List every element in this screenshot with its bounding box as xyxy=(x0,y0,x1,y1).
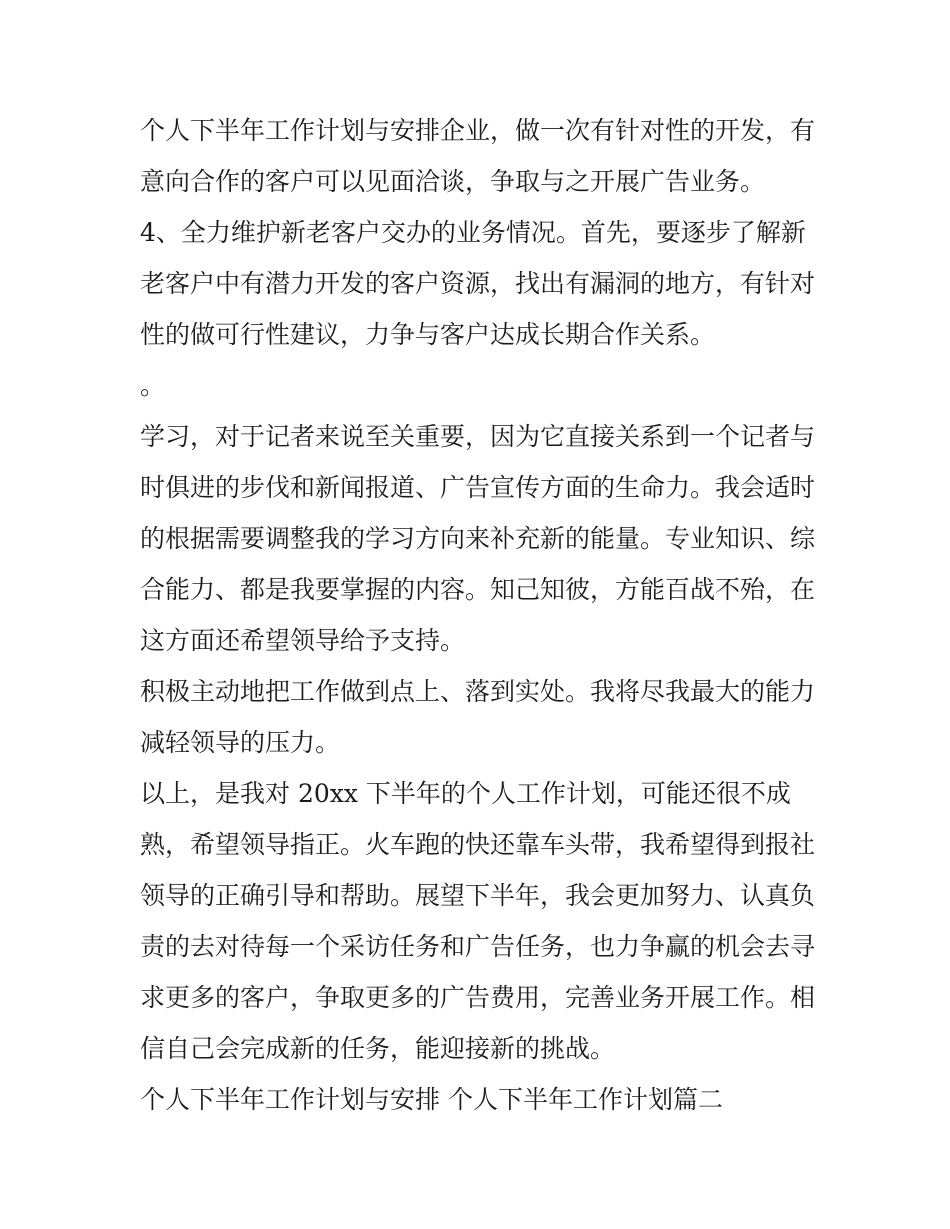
text-line: 个人下半年工作计划与安排企业，做一次有针对性的开发，有 xyxy=(140,116,815,145)
text-line: 求更多的客户，争取更多的广告费用，完善业务开展工作。相 xyxy=(140,983,815,1012)
text-line: 减轻领导的压力。 xyxy=(140,728,341,757)
text-line: 个人下半年工作计划与安排 个人下半年工作计划篇二 xyxy=(140,1085,723,1114)
text-line: 性的做可行性建议，力争与客户达成长期合作关系。 xyxy=(140,320,716,349)
text-line: 这方面还希望领导给予支持。 xyxy=(140,626,466,655)
text-line: 老客户中有潜力开发的客户资源，找出有漏洞的地方，有针对 xyxy=(140,269,815,298)
text-line: 。 xyxy=(140,371,166,400)
text-line: 以上，是我对 20xx 下半年的个人工作计划，可能还很不成 xyxy=(140,779,791,808)
text-line: 信自己会完成新的任务，能迎接新的挑战。 xyxy=(140,1034,616,1063)
document-body xyxy=(140,105,815,1125)
text-line: 时俱进的步伐和新闻报道、广告宣传方面的生命力。我会适时 xyxy=(140,473,815,502)
text-line: 学习，对于记者来说至关重要，因为它直接关系到一个记者与 xyxy=(140,422,815,451)
text-line: 合能力、都是我要掌握的内容。知己知彼，方能百战不殆，在 xyxy=(140,575,815,604)
text-line: 的根据需要调整我的学习方向来补充新的能量。专业知识、综 xyxy=(140,524,815,553)
text-line: 责的去对待每一个采访任务和广告任务，也力争赢的机会去寻 xyxy=(140,932,815,961)
text-line: 意向合作的客户可以见面洽谈，争取与之开展广告业务。 xyxy=(140,167,766,196)
text-line: 4、全力维护新老客户交办的业务情况。首先，要逐步了解新 xyxy=(140,218,806,247)
text-line: 熟，希望领导指正。火车跑的快还靠车头带，我希望得到报社 xyxy=(140,830,815,859)
text-line: 领导的正确引导和帮助。展望下半年，我会更加努力、认真负 xyxy=(140,881,815,910)
text-line: 积极主动地把工作做到点上、落到实处。我将尽我最大的能力 xyxy=(140,677,815,706)
